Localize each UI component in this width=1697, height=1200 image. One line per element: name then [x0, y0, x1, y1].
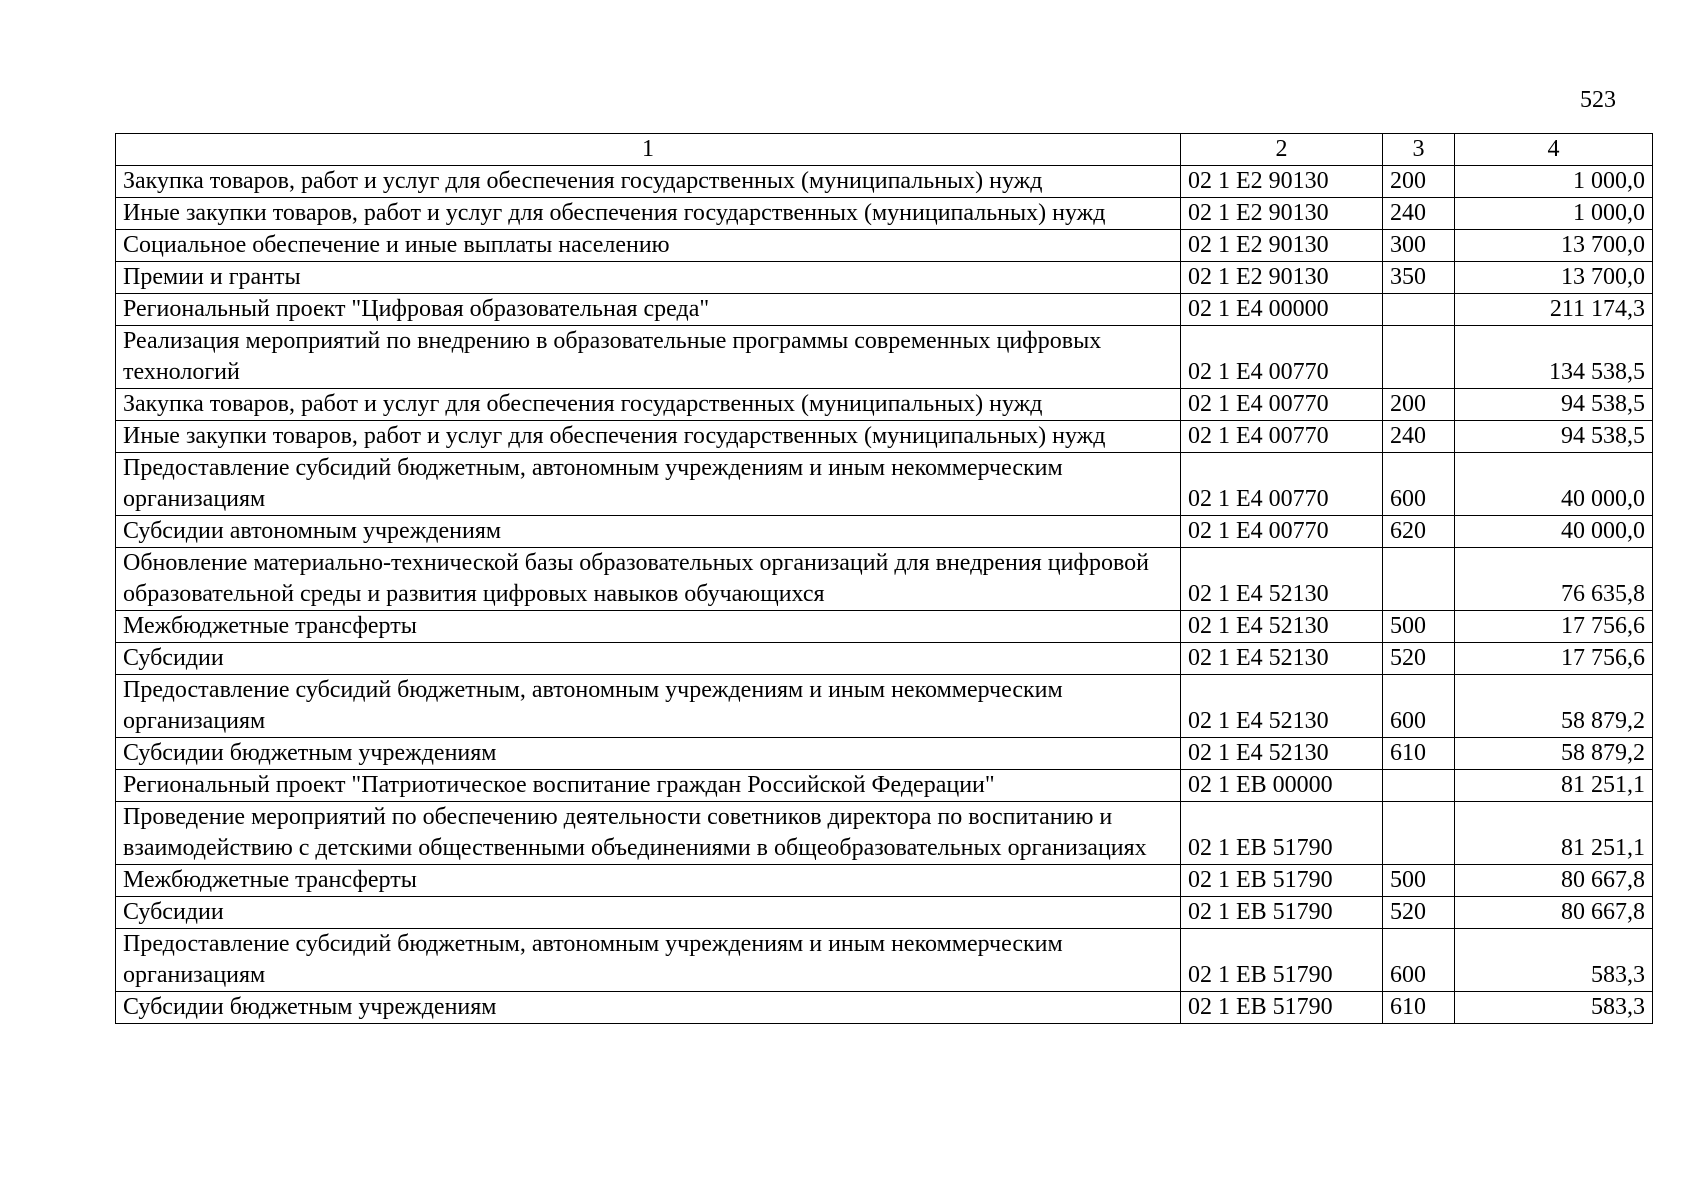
table-row: [116, 230, 1653, 262]
table-row: [116, 262, 1653, 294]
target-code-cell: 02 1 ЕВ 51790: [1181, 897, 1383, 929]
expense-type-cell: 200: [1383, 166, 1455, 198]
column-header-2: 2: [1181, 134, 1383, 166]
expense-type-cell: 600: [1383, 675, 1455, 738]
item-name-cell: Предоставление субсидий бюджетным, автономным учреждениям и иным некоммерческим организациям: [116, 929, 1181, 992]
target-code-cell: 02 1 Е4 00000: [1181, 294, 1383, 326]
table-row: [116, 166, 1653, 198]
item-name-cell: Предоставление субсидий бюджетным, автономным учреждениям и иным некоммерческим организациям: [116, 675, 1181, 738]
expense-type-cell: [1383, 326, 1455, 389]
item-name-cell: Региональный проект "Цифровая образовательная среда": [116, 294, 1181, 326]
table-row: [116, 389, 1653, 421]
column-number-row: [116, 134, 1653, 166]
amount-cell: 94 538,5: [1455, 389, 1653, 421]
item-name-cell: Реализация мероприятий по внедрению в образовательные программы современных цифровых технологий: [116, 326, 1181, 389]
amount-cell: 1 000,0: [1455, 166, 1653, 198]
expense-type-cell: 610: [1383, 992, 1455, 1024]
amount-cell: 17 756,6: [1455, 643, 1653, 675]
amount-cell: 58 879,2: [1455, 738, 1653, 770]
table-row: [116, 453, 1653, 516]
target-code-cell: 02 1 Е4 00770: [1181, 453, 1383, 516]
target-code-cell: 02 1 Е2 90130: [1181, 166, 1383, 198]
target-code-cell: 02 1 Е4 52130: [1181, 548, 1383, 611]
table-row: [116, 643, 1653, 675]
target-code-cell: 02 1 Е4 00770: [1181, 421, 1383, 453]
target-code-cell: 02 1 Е4 00770: [1181, 516, 1383, 548]
expense-type-cell: 200: [1383, 389, 1455, 421]
table-row: [116, 897, 1653, 929]
expense-type-cell: 240: [1383, 421, 1455, 453]
item-name-cell: Проведение мероприятий по обеспечению деятельности советников директора по воспитанию и взаимодействию с детскими общественными объединениями в общеобразовательных организациях: [116, 802, 1181, 865]
expense-type-cell: 350: [1383, 262, 1455, 294]
amount-cell: 13 700,0: [1455, 230, 1653, 262]
amount-cell: 76 635,8: [1455, 548, 1653, 611]
item-name-cell: Межбюджетные трансферты: [116, 865, 1181, 897]
expense-type-cell: [1383, 548, 1455, 611]
expense-type-cell: [1383, 294, 1455, 326]
table-row: [116, 802, 1653, 865]
amount-cell: 583,3: [1455, 992, 1653, 1024]
amount-cell: 17 756,6: [1455, 611, 1653, 643]
target-code-cell: 02 1 ЕВ 00000: [1181, 770, 1383, 802]
table-row: [116, 865, 1653, 897]
table-row: [116, 611, 1653, 643]
amount-cell: 583,3: [1455, 929, 1653, 992]
expense-type-cell: 520: [1383, 643, 1455, 675]
amount-cell: 40 000,0: [1455, 453, 1653, 516]
item-name-cell: Закупка товаров, работ и услуг для обеспечения государственных (муниципальных) нужд: [116, 166, 1181, 198]
item-name-cell: Субсидии: [116, 643, 1181, 675]
item-name-cell: Региональный проект "Патриотическое воспитание граждан Российской Федерации": [116, 770, 1181, 802]
page-number: 523: [1580, 87, 1616, 113]
target-code-cell: 02 1 Е2 90130: [1181, 230, 1383, 262]
target-code-cell: 02 1 ЕВ 51790: [1181, 802, 1383, 865]
table-row: [116, 770, 1653, 802]
target-code-cell: 02 1 Е4 00770: [1181, 389, 1383, 421]
expense-type-cell: 500: [1383, 611, 1455, 643]
item-name-cell: Иные закупки товаров, работ и услуг для обеспечения государственных (муниципальных) нужд: [116, 421, 1181, 453]
budget-table: [115, 133, 1653, 1024]
table-body: [116, 166, 1653, 1024]
amount-cell: 40 000,0: [1455, 516, 1653, 548]
table-row: [116, 294, 1653, 326]
amount-cell: 211 174,3: [1455, 294, 1653, 326]
column-header-1: 1: [116, 134, 1181, 166]
amount-cell: 1 000,0: [1455, 198, 1653, 230]
expense-type-cell: 610: [1383, 738, 1455, 770]
item-name-cell: Обновление материально-технической базы образовательных организаций для внедрения цифровой образовательной среды и развития цифровых навыков обучающихся: [116, 548, 1181, 611]
expense-type-cell: 600: [1383, 453, 1455, 516]
target-code-cell: 02 1 Е4 52130: [1181, 611, 1383, 643]
table-row: [116, 421, 1653, 453]
table-row: [116, 738, 1653, 770]
item-name-cell: Премии и гранты: [116, 262, 1181, 294]
amount-cell: 13 700,0: [1455, 262, 1653, 294]
target-code-cell: 02 1 Е4 52130: [1181, 643, 1383, 675]
item-name-cell: Субсидии автономным учреждениям: [116, 516, 1181, 548]
expense-type-cell: 600: [1383, 929, 1455, 992]
target-code-cell: 02 1 Е2 90130: [1181, 198, 1383, 230]
target-code-cell: 02 1 Е4 00770: [1181, 326, 1383, 389]
item-name-cell: Субсидии бюджетным учреждениям: [116, 992, 1181, 1024]
amount-cell: 58 879,2: [1455, 675, 1653, 738]
expense-type-cell: 520: [1383, 897, 1455, 929]
target-code-cell: 02 1 Е4 52130: [1181, 738, 1383, 770]
table-row: [116, 516, 1653, 548]
item-name-cell: Межбюджетные трансферты: [116, 611, 1181, 643]
column-header-4: 4: [1455, 134, 1653, 166]
expense-type-cell: [1383, 770, 1455, 802]
expense-type-cell: [1383, 802, 1455, 865]
target-code-cell: 02 1 ЕВ 51790: [1181, 992, 1383, 1024]
expense-type-cell: 240: [1383, 198, 1455, 230]
item-name-cell: Социальное обеспечение и иные выплаты населению: [116, 230, 1181, 262]
expense-type-cell: 500: [1383, 865, 1455, 897]
target-code-cell: 02 1 Е2 90130: [1181, 262, 1383, 294]
target-code-cell: 02 1 ЕВ 51790: [1181, 865, 1383, 897]
column-header-3: 3: [1383, 134, 1455, 166]
table-row: [116, 548, 1653, 611]
table-row: [116, 326, 1653, 389]
table-row: [116, 198, 1653, 230]
item-name-cell: Предоставление субсидий бюджетным, автономным учреждениям и иным некоммерческим организациям: [116, 453, 1181, 516]
item-name-cell: Закупка товаров, работ и услуг для обеспечения государственных (муниципальных) нужд: [116, 389, 1181, 421]
table-row: [116, 929, 1653, 992]
expense-type-cell: 620: [1383, 516, 1455, 548]
amount-cell: 80 667,8: [1455, 897, 1653, 929]
item-name-cell: Субсидии: [116, 897, 1181, 929]
item-name-cell: Субсидии бюджетным учреждениям: [116, 738, 1181, 770]
amount-cell: 94 538,5: [1455, 421, 1653, 453]
amount-cell: 80 667,8: [1455, 865, 1653, 897]
target-code-cell: 02 1 Е4 52130: [1181, 675, 1383, 738]
item-name-cell: Иные закупки товаров, работ и услуг для обеспечения государственных (муниципальных) нужд: [116, 198, 1181, 230]
table-row: [116, 992, 1653, 1024]
amount-cell: 134 538,5: [1455, 326, 1653, 389]
amount-cell: 81 251,1: [1455, 802, 1653, 865]
table-row: [116, 675, 1653, 738]
amount-cell: 81 251,1: [1455, 770, 1653, 802]
expense-type-cell: 300: [1383, 230, 1455, 262]
target-code-cell: 02 1 ЕВ 51790: [1181, 929, 1383, 992]
